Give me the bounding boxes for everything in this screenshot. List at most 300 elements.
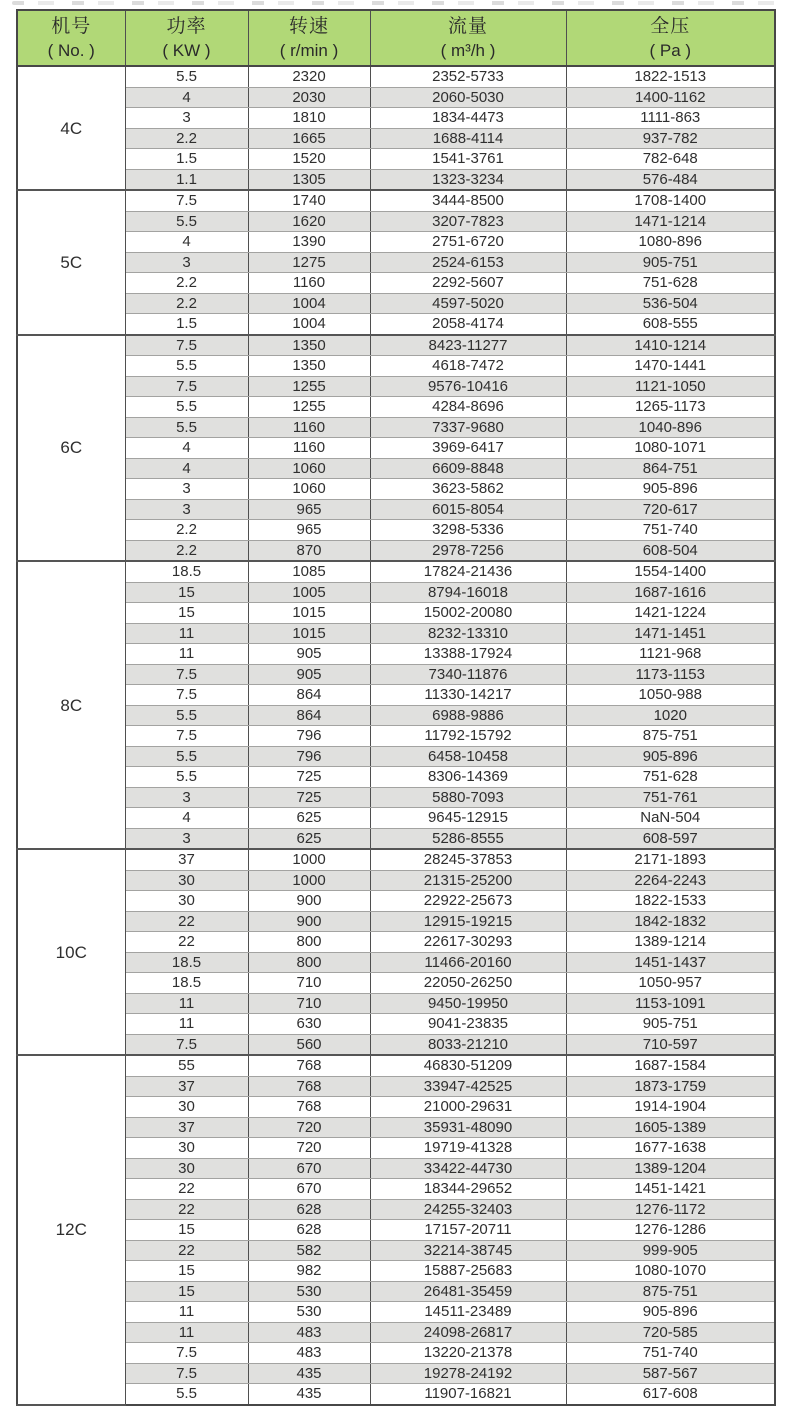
speed-cell: 900 [248, 891, 370, 912]
pressure-cell: 1121-1050 [566, 376, 775, 397]
power-cell: 15 [125, 1220, 248, 1241]
flow-cell: 9450-19950 [370, 993, 566, 1014]
power-cell: 15 [125, 582, 248, 603]
speed-cell: 1305 [248, 169, 370, 190]
flow-cell: 4618-7472 [370, 356, 566, 377]
table-row [17, 1220, 775, 1241]
table-row [17, 87, 775, 108]
speed-cell: 1160 [248, 273, 370, 294]
flow-cell: 3298-5336 [370, 520, 566, 541]
pressure-cell: 1050-957 [566, 973, 775, 994]
power-cell: 3 [125, 499, 248, 520]
table-row [17, 726, 775, 747]
table-row [17, 128, 775, 149]
pressure-cell: 1121-968 [566, 644, 775, 665]
speed-cell: 905 [248, 664, 370, 685]
header-row [17, 10, 775, 66]
table-row [17, 149, 775, 170]
flow-cell: 1323-3234 [370, 169, 566, 190]
speed-cell: 965 [248, 520, 370, 541]
speed-cell: 1060 [248, 458, 370, 479]
speed-cell: 768 [248, 1097, 370, 1118]
speed-cell: 2320 [248, 66, 370, 87]
speed-cell: 625 [248, 808, 370, 829]
flow-cell: 22922-25673 [370, 891, 566, 912]
col-header-speed [248, 10, 370, 66]
pressure-cell: 1421-1224 [566, 603, 775, 624]
table-row [17, 314, 775, 335]
table-row [17, 932, 775, 953]
power-cell: 7.5 [125, 1034, 248, 1055]
flow-cell: 9576-10416 [370, 376, 566, 397]
flow-cell: 17824-21436 [370, 561, 566, 582]
speed-cell: 630 [248, 1014, 370, 1035]
speed-cell: 720 [248, 1138, 370, 1159]
flow-cell: 11330-14217 [370, 685, 566, 706]
table-row [17, 211, 775, 232]
speed-cell: 800 [248, 952, 370, 973]
speed-cell: 670 [248, 1158, 370, 1179]
table-row [17, 1179, 775, 1200]
power-cell: 30 [125, 1158, 248, 1179]
pressure-cell: 587-567 [566, 1363, 775, 1384]
table-row [17, 1199, 775, 1220]
table-row [17, 356, 775, 377]
speed-cell: 768 [248, 1055, 370, 1076]
fan-spec-table [16, 9, 776, 1406]
flow-cell: 2524-6153 [370, 252, 566, 273]
flow-cell: 33422-44730 [370, 1158, 566, 1179]
power-cell: 30 [125, 891, 248, 912]
speed-cell: 1160 [248, 438, 370, 459]
col-header-pressure [566, 10, 775, 66]
table-row [17, 911, 775, 932]
flow-cell: 13388-17924 [370, 644, 566, 665]
power-cell: 15 [125, 1281, 248, 1302]
pressure-cell: 1400-1162 [566, 87, 775, 108]
power-cell: 7.5 [125, 1363, 248, 1384]
speed-cell: 768 [248, 1076, 370, 1097]
pressure-cell: 864-751 [566, 458, 775, 479]
speed-cell: 625 [248, 828, 370, 849]
table-row [17, 1076, 775, 1097]
col-unit-flow: ( m³/h ) [440, 41, 496, 60]
table-row [17, 458, 775, 479]
machine-no-cell: 6C [17, 335, 125, 562]
flow-cell: 22050-26250 [370, 973, 566, 994]
machine-no-cell: 4C [17, 66, 125, 190]
power-cell: 55 [125, 1055, 248, 1076]
flow-cell: 2292-5607 [370, 273, 566, 294]
table-row [17, 849, 775, 870]
speed-cell: 870 [248, 540, 370, 561]
flow-cell: 6458-10458 [370, 746, 566, 767]
pressure-cell: 710-597 [566, 1034, 775, 1055]
pressure-cell: 905-896 [566, 746, 775, 767]
speed-cell: 1665 [248, 128, 370, 149]
table-row [17, 540, 775, 561]
speed-cell: 530 [248, 1281, 370, 1302]
flow-cell: 13220-21378 [370, 1343, 566, 1364]
flow-cell: 32214-38745 [370, 1240, 566, 1261]
flow-cell: 28245-37853 [370, 849, 566, 870]
pressure-cell: 1687-1584 [566, 1055, 775, 1076]
flow-cell: 2060-5030 [370, 87, 566, 108]
speed-cell: 628 [248, 1220, 370, 1241]
speed-cell: 560 [248, 1034, 370, 1055]
table-row [17, 1117, 775, 1138]
table-row [17, 1302, 775, 1323]
power-cell: 11 [125, 993, 248, 1014]
table-row [17, 582, 775, 603]
power-cell: 3 [125, 479, 248, 500]
power-cell: 22 [125, 911, 248, 932]
speed-cell: 1160 [248, 417, 370, 438]
speed-cell: 1060 [248, 479, 370, 500]
power-cell: 30 [125, 1138, 248, 1159]
pressure-cell: 1265-1173 [566, 397, 775, 418]
table-row [17, 108, 775, 129]
flow-cell: 11907-16821 [370, 1384, 566, 1405]
pressure-cell: 1470-1441 [566, 356, 775, 377]
pressure-cell: 1471-1451 [566, 623, 775, 644]
speed-cell: 1350 [248, 356, 370, 377]
flow-cell: 4597-5020 [370, 293, 566, 314]
flow-cell: 2751-6720 [370, 232, 566, 253]
pressure-cell: 1687-1616 [566, 582, 775, 603]
pressure-cell: 608-504 [566, 540, 775, 561]
speed-cell: 1810 [248, 108, 370, 129]
power-cell: 4 [125, 438, 248, 459]
pressure-cell: 1111-863 [566, 108, 775, 129]
power-cell: 30 [125, 870, 248, 891]
pressure-cell: 1276-1286 [566, 1220, 775, 1241]
power-cell: 30 [125, 1097, 248, 1118]
pressure-cell: 576-484 [566, 169, 775, 190]
table-header [17, 10, 775, 66]
power-cell: 3 [125, 108, 248, 129]
machine-no-cell: 12C [17, 1055, 125, 1405]
power-cell: 11 [125, 1302, 248, 1323]
power-cell: 37 [125, 1117, 248, 1138]
power-cell: 5.5 [125, 211, 248, 232]
col-unit-machine-no: ( No. ) [47, 41, 95, 60]
flow-cell: 5880-7093 [370, 787, 566, 808]
table-row [17, 808, 775, 829]
pressure-cell: 905-896 [566, 1302, 775, 1323]
table-row [17, 644, 775, 665]
power-cell: 7.5 [125, 685, 248, 706]
power-cell: 4 [125, 808, 248, 829]
col-title-power: 功率 [166, 16, 207, 37]
table-row [17, 1363, 775, 1384]
pressure-cell: 1873-1759 [566, 1076, 775, 1097]
flow-cell: 21000-29631 [370, 1097, 566, 1118]
table-row [17, 1034, 775, 1055]
machine-no-cell: 10C [17, 849, 125, 1055]
flow-cell: 2058-4174 [370, 314, 566, 335]
table-row [17, 273, 775, 294]
flow-cell: 9041-23835 [370, 1014, 566, 1035]
pressure-cell: NaN-504 [566, 808, 775, 829]
pressure-cell: 2171-1893 [566, 849, 775, 870]
flow-cell: 3969-6417 [370, 438, 566, 459]
speed-cell: 1000 [248, 849, 370, 870]
speed-cell: 1620 [248, 211, 370, 232]
flow-cell: 2978-7256 [370, 540, 566, 561]
speed-cell: 1015 [248, 623, 370, 644]
power-cell: 3 [125, 787, 248, 808]
col-unit-speed: ( r/min ) [279, 41, 339, 60]
power-cell: 18.5 [125, 952, 248, 973]
table-row [17, 870, 775, 891]
col-unit-power: ( KW ) [162, 41, 211, 60]
table-row [17, 1097, 775, 1118]
table-row [17, 499, 775, 520]
speed-cell: 905 [248, 644, 370, 665]
power-cell: 18.5 [125, 561, 248, 582]
flow-cell: 26481-35459 [370, 1281, 566, 1302]
col-title-pressure: 全压 [650, 16, 691, 37]
speed-cell: 628 [248, 1199, 370, 1220]
flow-cell: 33947-42525 [370, 1076, 566, 1097]
pressure-cell: 751-628 [566, 273, 775, 294]
pressure-cell: 617-608 [566, 1384, 775, 1405]
power-cell: 22 [125, 1240, 248, 1261]
pressure-cell: 1410-1214 [566, 335, 775, 356]
flow-cell: 8423-11277 [370, 335, 566, 356]
pressure-cell: 751-740 [566, 1343, 775, 1364]
col-title-speed: 转速 [288, 16, 329, 37]
flow-cell: 3207-7823 [370, 211, 566, 232]
pressure-cell: 1020 [566, 705, 775, 726]
speed-cell: 435 [248, 1363, 370, 1384]
scan-artifact-strip [12, 1, 778, 5]
table-row [17, 787, 775, 808]
power-cell: 7.5 [125, 664, 248, 685]
table-row [17, 1281, 775, 1302]
pressure-cell: 1389-1204 [566, 1158, 775, 1179]
power-cell: 7.5 [125, 726, 248, 747]
power-cell: 7.5 [125, 190, 248, 211]
speed-cell: 725 [248, 767, 370, 788]
pressure-cell: 1451-1421 [566, 1179, 775, 1200]
pressure-cell: 1040-896 [566, 417, 775, 438]
speed-cell: 900 [248, 911, 370, 932]
flow-cell: 1688-4114 [370, 128, 566, 149]
pressure-cell: 608-555 [566, 314, 775, 335]
table-row [17, 705, 775, 726]
flow-cell: 35931-48090 [370, 1117, 566, 1138]
speed-cell: 1390 [248, 232, 370, 253]
flow-cell: 1541-3761 [370, 149, 566, 170]
table-row [17, 66, 775, 87]
table-row [17, 891, 775, 912]
power-cell: 2.2 [125, 293, 248, 314]
speed-cell: 1005 [248, 582, 370, 603]
pressure-cell: 1389-1214 [566, 932, 775, 953]
pressure-cell: 1080-1071 [566, 438, 775, 459]
pressure-cell: 1822-1533 [566, 891, 775, 912]
flow-cell: 2352-5733 [370, 66, 566, 87]
power-cell: 5.5 [125, 1384, 248, 1405]
machine-no-cell: 8C [17, 561, 125, 849]
flow-cell: 1834-4473 [370, 108, 566, 129]
flow-cell: 22617-30293 [370, 932, 566, 953]
speed-cell: 800 [248, 932, 370, 953]
col-title-machine-no: 机号 [51, 16, 92, 37]
table-row [17, 169, 775, 190]
speed-cell: 965 [248, 499, 370, 520]
pressure-cell: 536-504 [566, 293, 775, 314]
flow-cell: 18344-29652 [370, 1179, 566, 1200]
speed-cell: 1350 [248, 335, 370, 356]
power-cell: 5.5 [125, 397, 248, 418]
speed-cell: 864 [248, 685, 370, 706]
pressure-cell: 1451-1437 [566, 952, 775, 973]
table-row [17, 1055, 775, 1076]
table-row [17, 1322, 775, 1343]
pressure-cell: 1080-896 [566, 232, 775, 253]
power-cell: 5.5 [125, 746, 248, 767]
table-row [17, 828, 775, 849]
flow-cell: 14511-23489 [370, 1302, 566, 1323]
flow-cell: 24098-26817 [370, 1322, 566, 1343]
power-cell: 7.5 [125, 376, 248, 397]
speed-cell: 530 [248, 1302, 370, 1323]
pressure-cell: 875-751 [566, 1281, 775, 1302]
pressure-cell: 2264-2243 [566, 870, 775, 891]
flow-cell: 4284-8696 [370, 397, 566, 418]
speed-cell: 1004 [248, 314, 370, 335]
power-cell: 7.5 [125, 335, 248, 356]
pressure-cell: 999-905 [566, 1240, 775, 1261]
flow-cell: 8794-16018 [370, 582, 566, 603]
flow-cell: 3623-5862 [370, 479, 566, 500]
speed-cell: 1740 [248, 190, 370, 211]
speed-cell: 483 [248, 1343, 370, 1364]
power-cell: 1.5 [125, 314, 248, 335]
flow-cell: 19278-24192 [370, 1363, 566, 1384]
speed-cell: 1085 [248, 561, 370, 582]
pressure-cell: 875-751 [566, 726, 775, 747]
speed-cell: 710 [248, 973, 370, 994]
pressure-cell: 782-648 [566, 149, 775, 170]
table-row [17, 438, 775, 459]
power-cell: 1.5 [125, 149, 248, 170]
power-cell: 2.2 [125, 128, 248, 149]
speed-cell: 670 [248, 1179, 370, 1200]
pressure-cell: 1050-988 [566, 685, 775, 706]
pressure-cell: 1842-1832 [566, 911, 775, 932]
pressure-cell: 1708-1400 [566, 190, 775, 211]
speed-cell: 796 [248, 746, 370, 767]
flow-cell: 6609-8848 [370, 458, 566, 479]
col-title-flow: 流量 [447, 16, 488, 37]
power-cell: 7.5 [125, 1343, 248, 1364]
table-row [17, 561, 775, 582]
spec-table-body [17, 66, 775, 1405]
table-row [17, 603, 775, 624]
power-cell: 3 [125, 252, 248, 273]
speed-cell: 710 [248, 993, 370, 1014]
table-row [17, 293, 775, 314]
power-cell: 2.2 [125, 540, 248, 561]
table-row [17, 685, 775, 706]
speed-cell: 982 [248, 1261, 370, 1282]
flow-cell: 11792-15792 [370, 726, 566, 747]
speed-cell: 864 [248, 705, 370, 726]
flow-cell: 8232-13310 [370, 623, 566, 644]
table-row [17, 664, 775, 685]
speed-cell: 1255 [248, 376, 370, 397]
table-row [17, 1261, 775, 1282]
pressure-cell: 1605-1389 [566, 1117, 775, 1138]
table-row [17, 1240, 775, 1261]
col-header-flow [370, 10, 566, 66]
table-row [17, 1014, 775, 1035]
speed-cell: 1000 [248, 870, 370, 891]
speed-cell: 796 [248, 726, 370, 747]
pressure-cell: 720-617 [566, 499, 775, 520]
speed-cell: 1520 [248, 149, 370, 170]
table-row [17, 520, 775, 541]
power-cell: 5.5 [125, 66, 248, 87]
speed-cell: 1275 [248, 252, 370, 273]
pressure-cell: 751-628 [566, 767, 775, 788]
power-cell: 22 [125, 1179, 248, 1200]
table-row [17, 623, 775, 644]
pressure-cell: 751-761 [566, 787, 775, 808]
pressure-cell: 1276-1172 [566, 1199, 775, 1220]
power-cell: 11 [125, 644, 248, 665]
speed-cell: 1015 [248, 603, 370, 624]
speed-cell: 720 [248, 1117, 370, 1138]
speed-cell: 2030 [248, 87, 370, 108]
pressure-cell: 751-740 [566, 520, 775, 541]
pressure-cell: 905-896 [566, 479, 775, 500]
power-cell: 2.2 [125, 520, 248, 541]
pressure-cell: 905-751 [566, 1014, 775, 1035]
power-cell: 37 [125, 1076, 248, 1097]
flow-cell: 9645-12915 [370, 808, 566, 829]
power-cell: 4 [125, 232, 248, 253]
power-cell: 15 [125, 1261, 248, 1282]
power-cell: 5.5 [125, 417, 248, 438]
pressure-cell: 1677-1638 [566, 1138, 775, 1159]
power-cell: 1.1 [125, 169, 248, 190]
speed-cell: 483 [248, 1322, 370, 1343]
table-row [17, 335, 775, 356]
table-row [17, 1343, 775, 1364]
flow-cell: 15887-25683 [370, 1261, 566, 1282]
pressure-cell: 1914-1904 [566, 1097, 775, 1118]
col-unit-pressure: ( Pa ) [649, 41, 692, 60]
pressure-cell: 1822-1513 [566, 66, 775, 87]
power-cell: 4 [125, 458, 248, 479]
power-cell: 11 [125, 623, 248, 644]
flow-cell: 19719-41328 [370, 1138, 566, 1159]
table-row [17, 417, 775, 438]
power-cell: 5.5 [125, 767, 248, 788]
table-row [17, 746, 775, 767]
pressure-cell: 608-597 [566, 828, 775, 849]
flow-cell: 7340-11876 [370, 664, 566, 685]
flow-cell: 11466-20160 [370, 952, 566, 973]
speed-cell: 582 [248, 1240, 370, 1261]
flow-cell: 6015-8054 [370, 499, 566, 520]
power-cell: 15 [125, 603, 248, 624]
